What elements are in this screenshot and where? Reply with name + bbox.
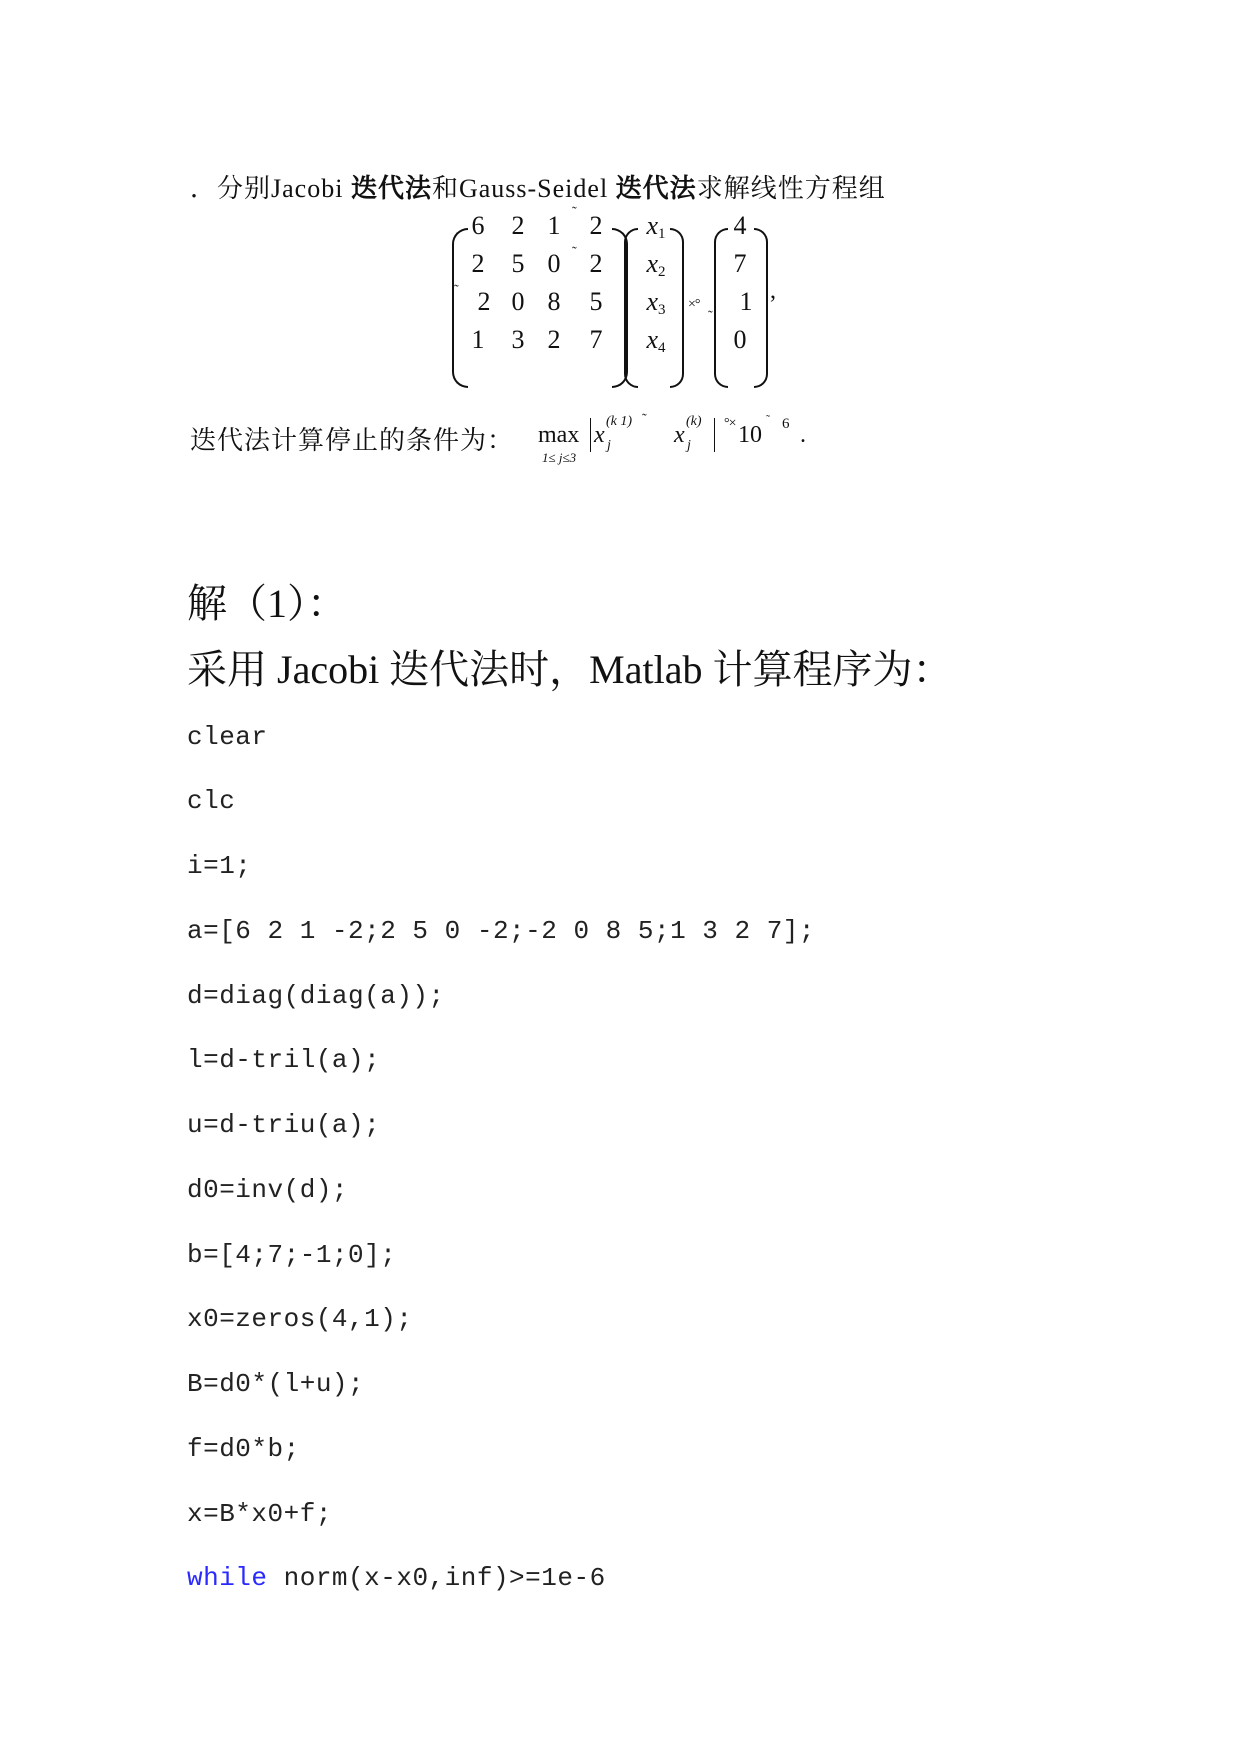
rhs-cell: 7 <box>733 249 747 278</box>
problem-prefix: ．分别 <box>190 174 272 203</box>
method-jacobi: Jacobi <box>271 174 344 203</box>
abs-left-bar <box>590 418 591 452</box>
method-gauss-seidel-suffix: 迭代法 <box>608 174 697 203</box>
matrix-cell: 2 <box>477 287 491 316</box>
matrix-cell: 2 <box>589 249 603 278</box>
abs-right-bar <box>714 418 715 452</box>
max-operator: max <box>538 422 580 448</box>
minus-tilde: ˜ <box>572 205 577 220</box>
code-line: f=d0*b; <box>187 1434 300 1464</box>
matrix-cell: 5 <box>511 249 525 278</box>
code-line: i=1; <box>187 851 252 881</box>
unknown-x3: $x_3$ <box>646 287 666 318</box>
exponent-minus: ˜ <box>766 412 770 426</box>
superscript-k1: (k 1) <box>606 414 633 429</box>
rhs-cell: 4 <box>733 211 747 240</box>
subscript-j: j <box>607 438 611 453</box>
while-condition: norm(x-x0,inf)>=1e-6 <box>267 1563 606 1593</box>
matrix-cell: 5 <box>589 287 603 316</box>
matrix-equation <box>452 205 792 398</box>
equation-comma: , <box>770 278 776 304</box>
matrix-cell: 8 <box>547 287 561 316</box>
matrix-cell: 2 <box>589 211 603 240</box>
rhs-cell: 0 <box>733 325 747 354</box>
minus-tilde: ˜ <box>572 245 577 260</box>
unknown-x2: $x_2$ <box>646 249 666 280</box>
matrix-cell: 7 <box>589 325 603 354</box>
code-line: b=[4;7;-1;0]; <box>187 1240 397 1270</box>
matrix-cell: 0 <box>547 249 561 278</box>
matrix-cell: 1 <box>471 325 485 354</box>
code-line: clc <box>187 786 236 816</box>
rhs-cell: 1 <box>739 287 753 316</box>
condition-period: . <box>800 422 806 448</box>
stop-condition-formula <box>538 412 838 465</box>
code-line: x0=zeros(4,1); <box>187 1304 413 1334</box>
x-term-k: x <box>674 422 685 448</box>
code-line: u=d-triu(a); <box>187 1110 381 1140</box>
matrix-cell: 0 <box>511 287 525 316</box>
matrix-cell: 2 <box>471 249 485 278</box>
matrix-cell: 2 <box>511 211 525 240</box>
minus-tilde: ˜ <box>642 412 647 427</box>
minus-tilde: ˜ <box>708 309 713 324</box>
code-line: a=[6 2 1 -2;2 5 0 -2;-2 0 8 5;1 3 2 7]; <box>187 916 815 946</box>
problem-tail: 求解线性方程组 <box>696 174 886 203</box>
x-term-k1: x <box>594 422 605 448</box>
max-range: 1≤ j≤3 <box>542 450 577 465</box>
exponent-six: 6 <box>782 416 790 432</box>
code-line: d=diag(diag(a)); <box>187 981 445 1011</box>
unknown-x4: $x_4$ <box>646 325 666 356</box>
while-keyword: while <box>187 1563 268 1593</box>
code-line: clear <box>187 722 268 752</box>
code-line: x=B*x0+f; <box>187 1499 332 1529</box>
solution-heading: 解（1）： <box>187 581 347 626</box>
ten-base: 10 <box>738 422 762 448</box>
code-line: l=d-tril(a); <box>187 1045 381 1075</box>
code-line: d0=inv(d); <box>187 1175 349 1205</box>
method-jacobi-suffix: 迭代法 <box>343 174 432 203</box>
matrix-cell: 6 <box>471 211 485 240</box>
code-line: B=d0*(l+u); <box>187 1369 365 1399</box>
method-gauss-seidel: Gauss-Seidel <box>458 174 609 203</box>
superscript-k: (k) <box>686 414 702 429</box>
matrix-cell: 2 <box>547 325 561 354</box>
less-than-glyph: °× <box>724 416 736 431</box>
matrix-cell: 1 <box>547 211 561 240</box>
equals-glyph: ×° <box>688 297 700 312</box>
problem-conjunction: 和 <box>431 174 459 203</box>
solution-subheading: 采用 Jacobi 迭代法时，Matlab 计算程序为： <box>187 647 953 692</box>
vector-x-left-paren <box>624 228 638 388</box>
problem-statement <box>190 168 886 205</box>
matrix-cell: 3 <box>511 325 525 354</box>
subscript-j: j <box>687 438 691 453</box>
stop-condition-label: 迭代法计算停止的条件为： <box>190 426 515 455</box>
code-line-while <box>187 1563 606 1593</box>
unknown-x1: $x_1$ <box>646 211 666 242</box>
minus-tilde: ˜ <box>454 283 459 298</box>
